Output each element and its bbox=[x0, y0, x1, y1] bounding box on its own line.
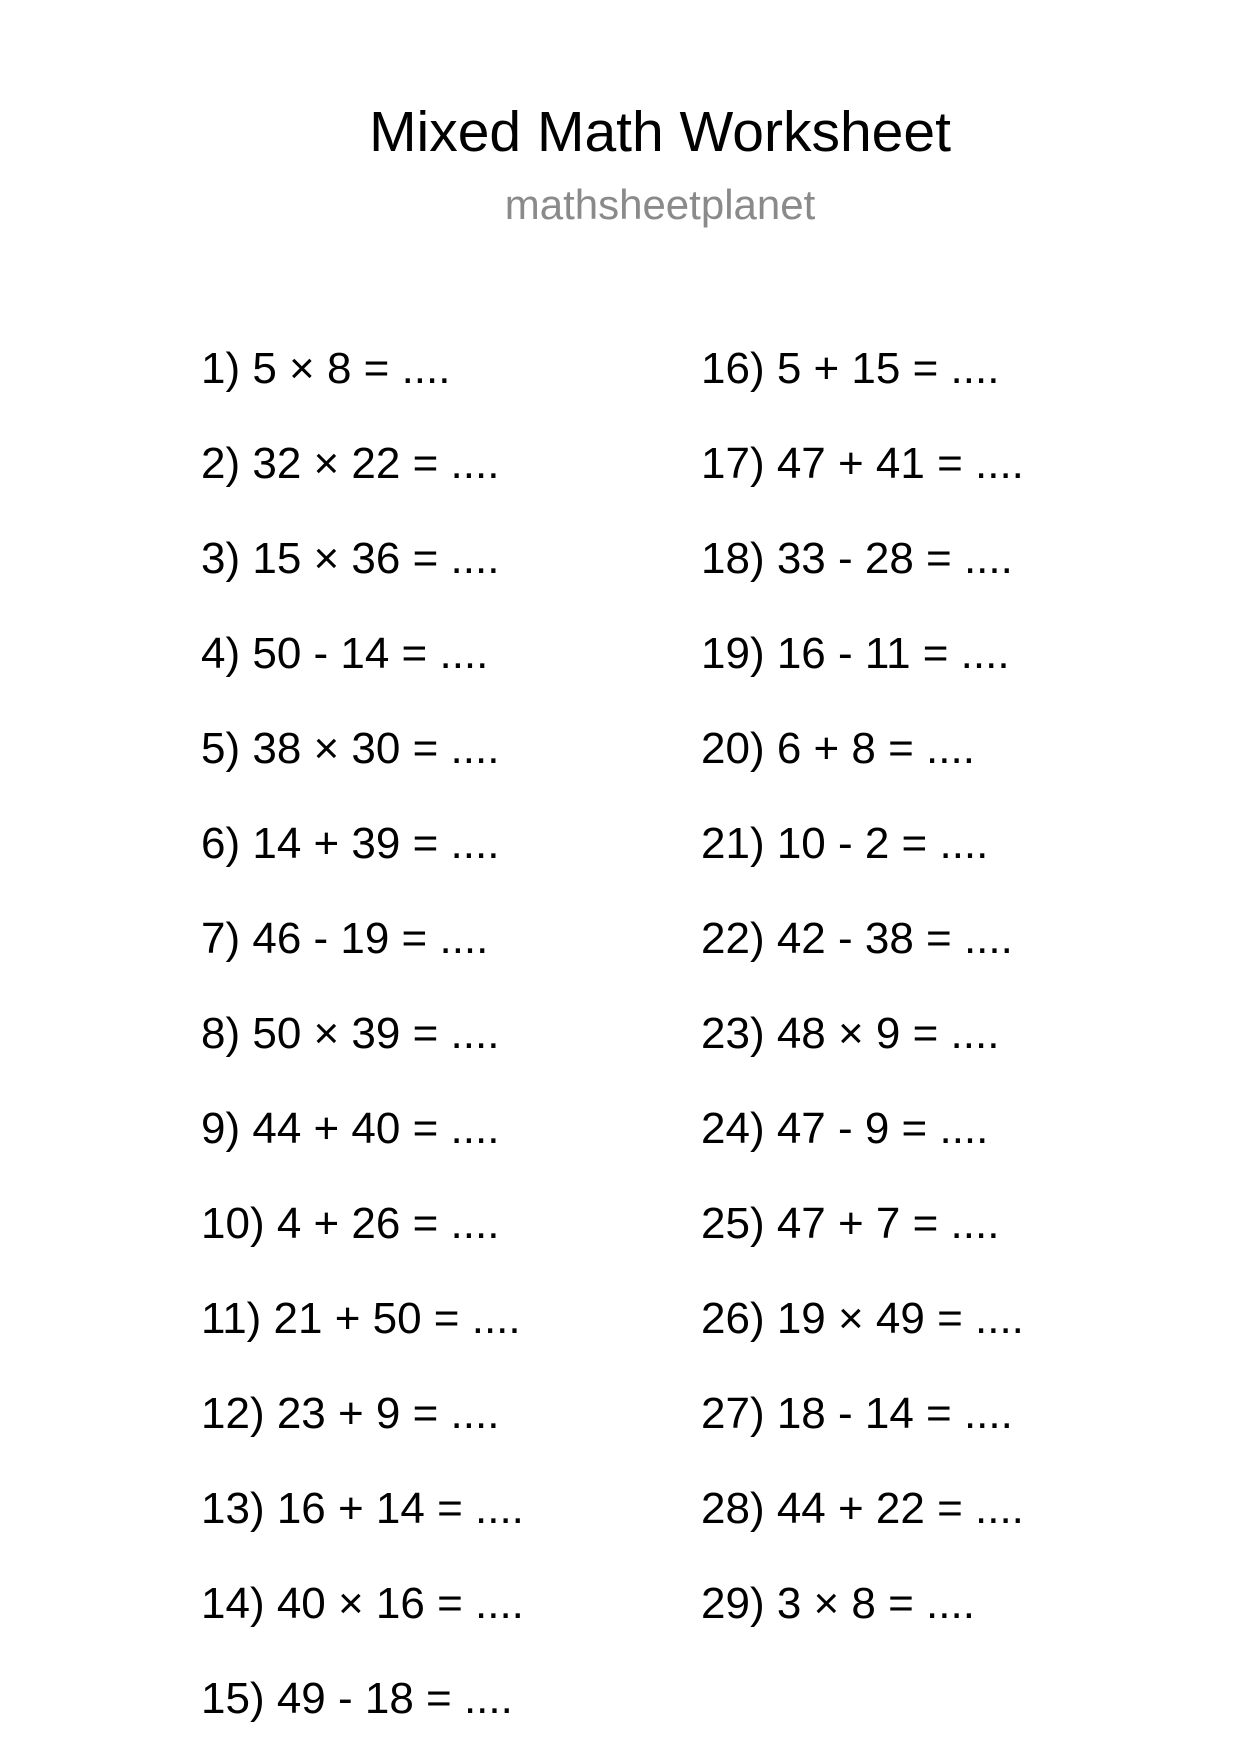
problem-item: 4) 50 - 14 = .... bbox=[201, 629, 489, 678]
problem-item: 8) 50 × 39 = .... bbox=[201, 1009, 500, 1058]
problem-item: 1) 5 × 8 = .... bbox=[201, 344, 451, 393]
problem-item: 9) 44 + 40 = .... bbox=[201, 1104, 500, 1153]
problem-item: 26) 19 × 49 = .... bbox=[701, 1294, 1024, 1343]
problem-item: 10) 4 + 26 = .... bbox=[201, 1199, 500, 1248]
worksheet-title: Mixed Math Worksheet bbox=[369, 100, 951, 164]
problem-item: 16) 5 + 15 = .... bbox=[701, 344, 1000, 393]
problem-item: 14) 40 × 16 = .... bbox=[201, 1579, 524, 1628]
problem-item: 29) 3 × 8 = .... bbox=[701, 1579, 975, 1628]
problem-item: 22) 42 - 38 = .... bbox=[701, 914, 1013, 963]
problem-item: 21) 10 - 2 = .... bbox=[701, 819, 989, 868]
problem-item: 20) 6 + 8 = .... bbox=[701, 724, 975, 773]
problem-item: 17) 47 + 41 = .... bbox=[701, 439, 1024, 488]
problem-item: 12) 23 + 9 = .... bbox=[201, 1389, 500, 1438]
problem-item: 13) 16 + 14 = .... bbox=[201, 1484, 524, 1533]
problem-item: 25) 47 + 7 = .... bbox=[701, 1199, 1000, 1248]
problem-item: 5) 38 × 30 = .... bbox=[201, 724, 500, 773]
problem-item: 27) 18 - 14 = .... bbox=[701, 1389, 1013, 1438]
problem-item: 6) 14 + 39 = .... bbox=[201, 819, 500, 868]
problem-item: 3) 15 × 36 = .... bbox=[201, 534, 500, 583]
problem-item: 15) 49 - 18 = .... bbox=[201, 1674, 513, 1723]
worksheet-subtitle: mathsheetplanet bbox=[504, 181, 816, 228]
problem-item: 18) 33 - 28 = .... bbox=[701, 534, 1013, 583]
problem-item: 19) 16 - 11 = .... bbox=[701, 629, 1010, 678]
problem-item: 2) 32 × 22 = .... bbox=[201, 439, 500, 488]
problem-item: 28) 44 + 22 = .... bbox=[701, 1484, 1024, 1533]
problem-item: 23) 48 × 9 = .... bbox=[701, 1009, 1000, 1058]
problem-item: 7) 46 - 19 = .... bbox=[201, 914, 489, 963]
problem-item: 24) 47 - 9 = .... bbox=[701, 1104, 989, 1153]
problem-item: 11) 21 + 50 = .... bbox=[201, 1294, 521, 1343]
